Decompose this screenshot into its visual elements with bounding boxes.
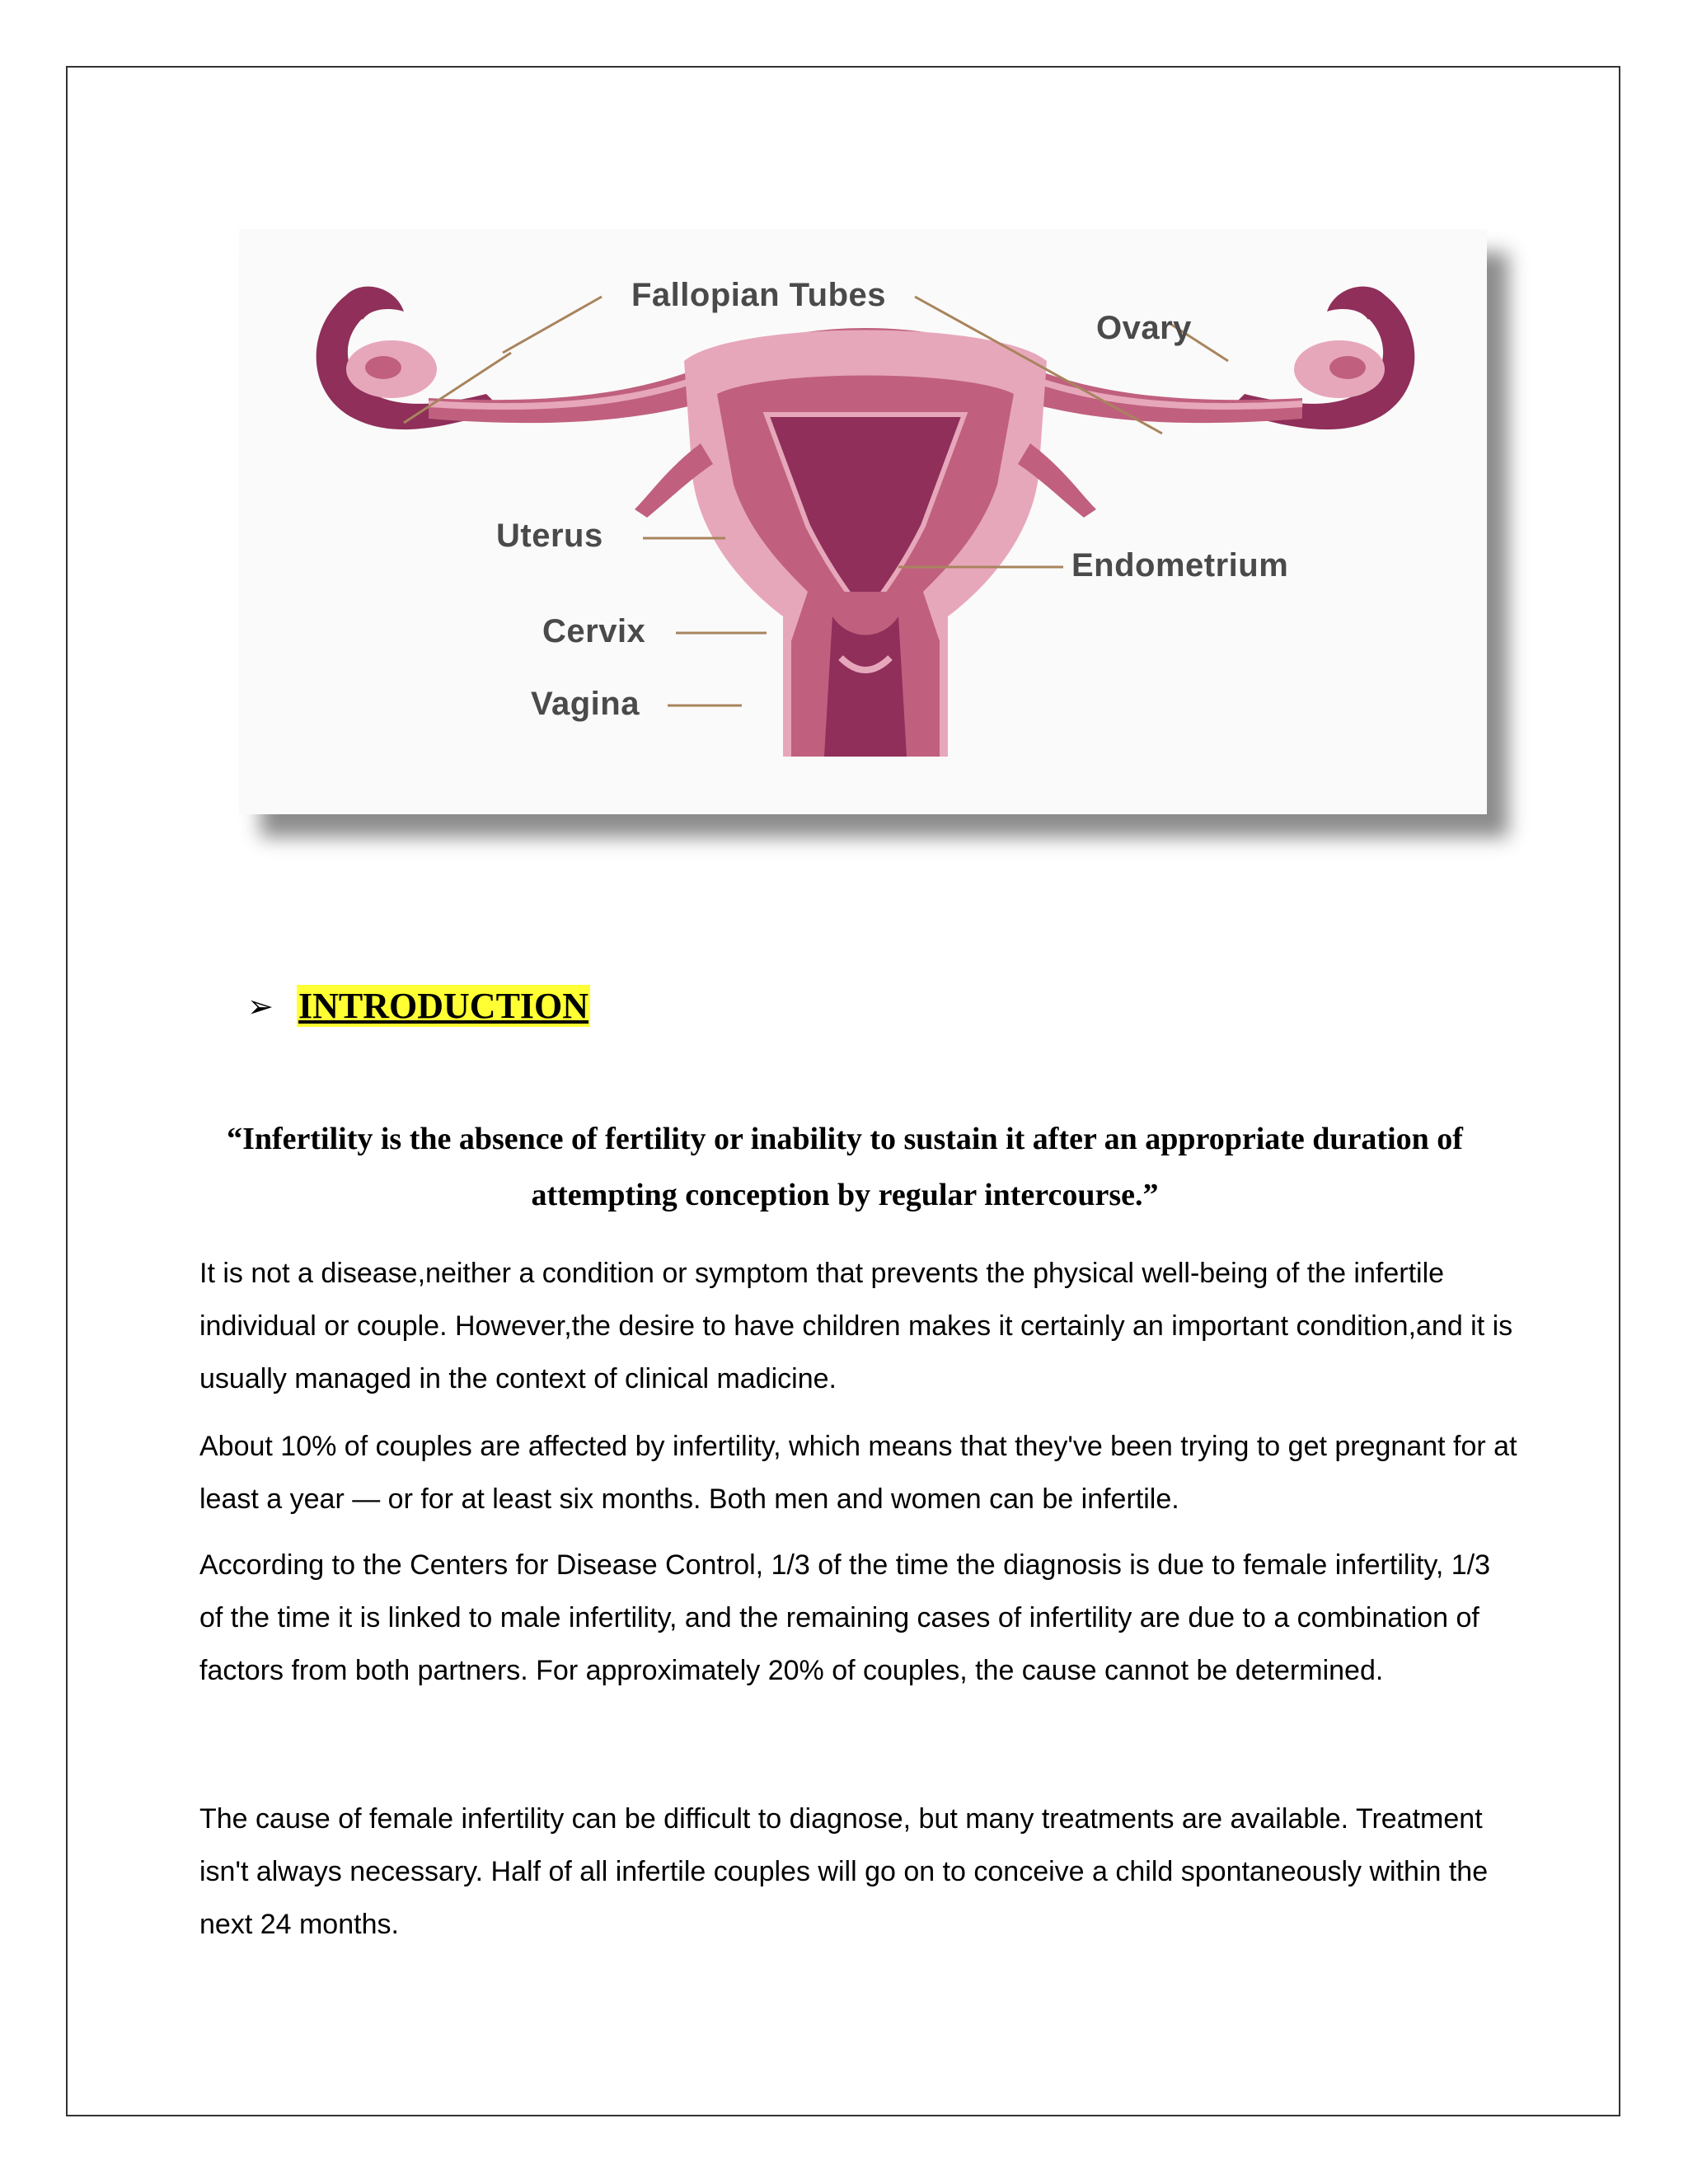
uterus-illustration: [239, 229, 1487, 814]
uterus-diagram: [239, 229, 1487, 814]
paragraph-1: It is not a disease,neither a condition or symptom that prevents the physical well-being of the infertile individual or couple. However,the desire to have children makes it certainly an important condition,and it is usually managed in the context of clinical madicine.: [199, 1258, 1513, 1394]
label-endometrium: Endometrium: [1071, 547, 1289, 583]
paragraph-4: The cause of female infertility can be difficult to diagnose, but many treatments are available. Treatment isn't always necessary. Half of all infertile couples will go on to conceive a child spontaneously within the next 24 months.: [199, 1803, 1489, 1940]
label-fallopian-tubes: Fallopian Tubes: [631, 277, 887, 313]
label-vagina: Vagina: [531, 686, 640, 722]
arrow-bullet-icon: ➢: [247, 987, 274, 1024]
label-cervix: Cervix: [542, 613, 646, 649]
definition-quote: “Infertility is the absence of fertility or inability to sustain it after an appropriate duration of attempting conception by regular intercourse.”: [227, 1122, 1463, 1212]
label-ovary: Ovary: [1096, 310, 1192, 346]
section-heading: [247, 985, 590, 1027]
introduction-heading: INTRODUCTION: [298, 986, 589, 1026]
label-uterus: Uterus: [496, 518, 603, 554]
paragraph-2: About 10% of couples are affected by infertility, which means that they've been trying to get pregnant for at least a year — or for at least six months. Both men and women can be infertile.: [199, 1431, 1517, 1515]
paragraph-3: According to the Centers for Disease Control, 1/3 of the time the diagnosis is due to female infertility, 1/3 of the time it is linked to male infertility, and the remaining cases of infertility are due to a combination of factors from both partners. For approximately 20% of couples, the cause cannot be determined.: [199, 1549, 1491, 1686]
